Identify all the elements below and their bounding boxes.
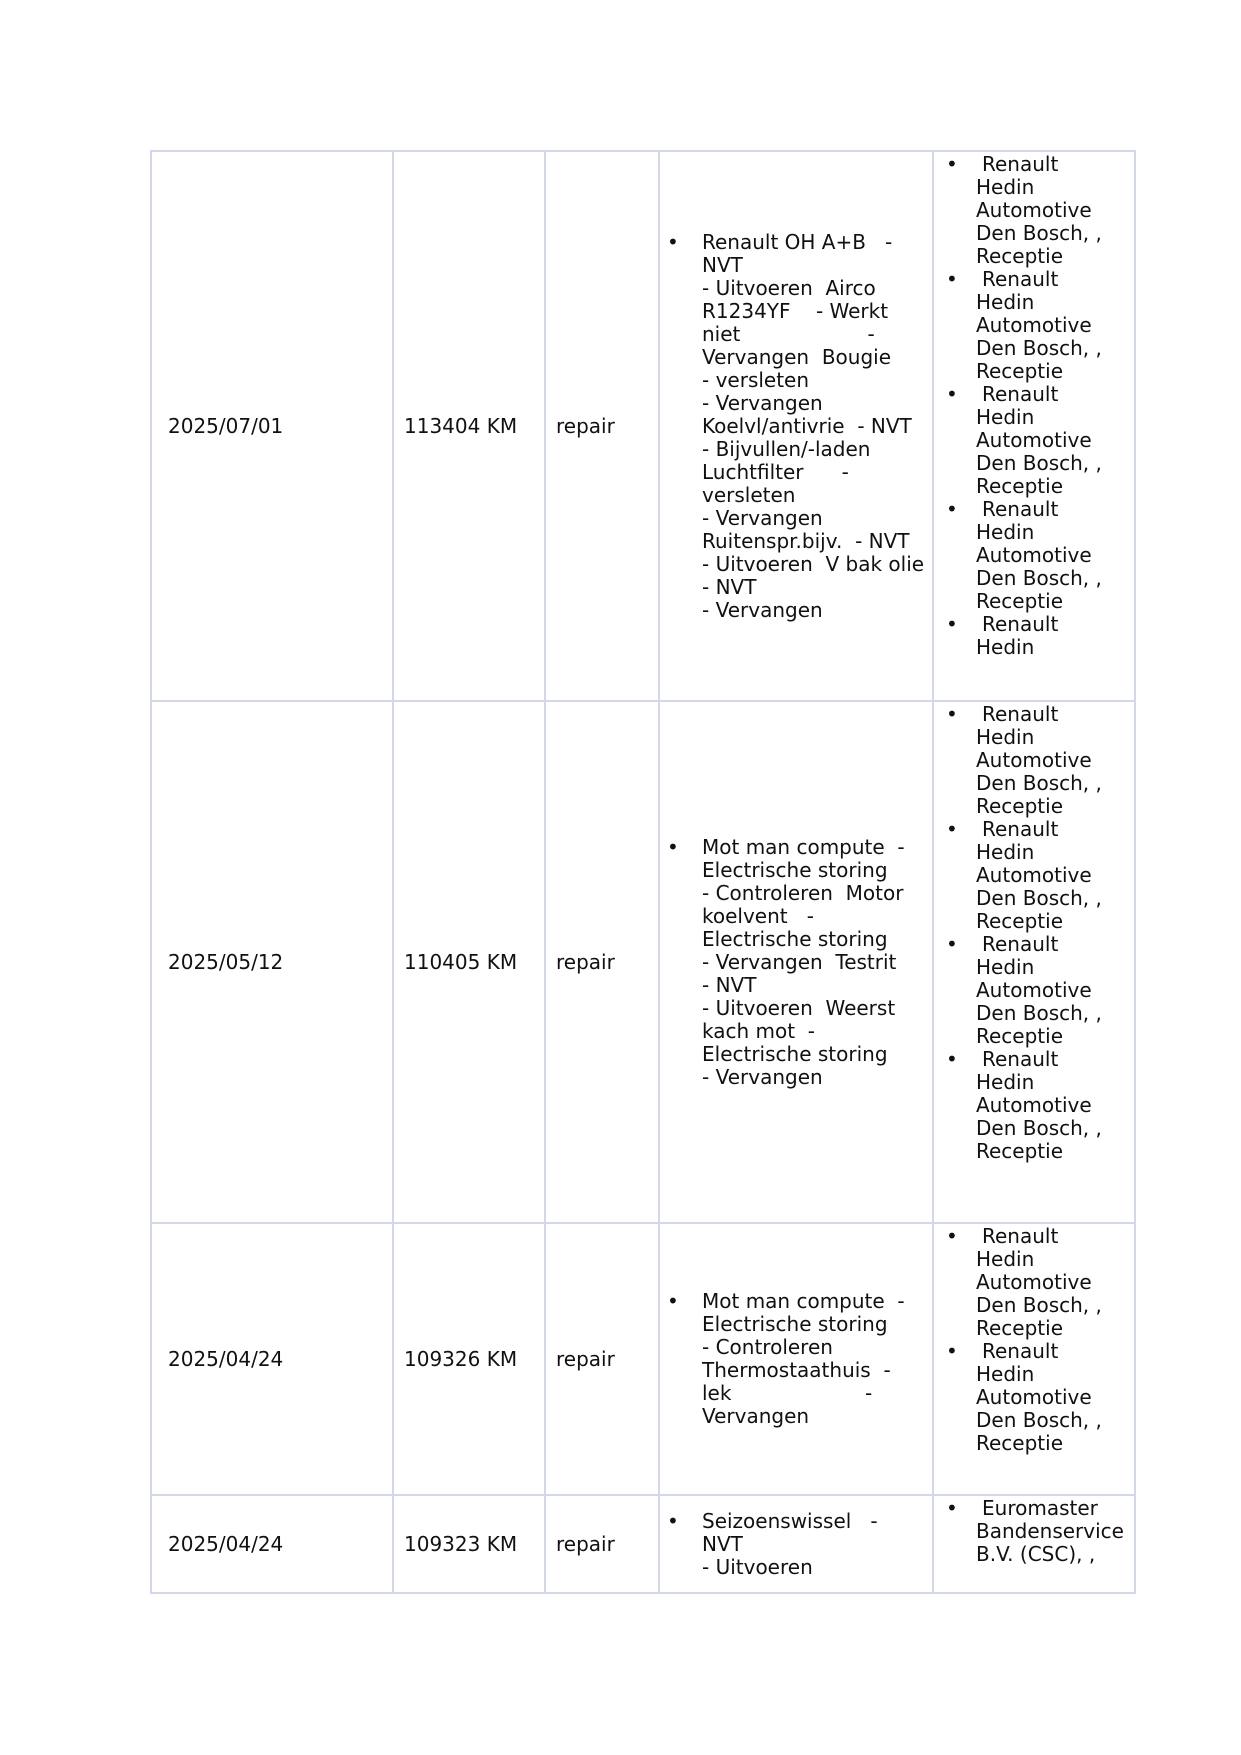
description-line: R1234YF - Werkt — [702, 298, 889, 323]
bullet-icon: • — [667, 834, 679, 859]
description-line: Electrische storing — [702, 857, 888, 882]
bullet-icon: • — [946, 703, 958, 726]
maintenance-history-table — [150, 150, 1136, 1594]
garage-line: Den Bosch, , — [976, 1408, 1102, 1432]
garage-item — [934, 498, 1134, 613]
type-cell: repair — [545, 151, 659, 701]
garage-line: Den Bosch, , — [976, 1116, 1102, 1140]
description-item — [667, 229, 932, 622]
mileage-cell: 109326 KM — [393, 1223, 545, 1495]
bullet-icon: • — [946, 382, 958, 406]
garage-line: Hedin — [976, 290, 1035, 314]
garage-line: Renault — [982, 1339, 1059, 1363]
garage-line: Hedin — [976, 1362, 1035, 1386]
garage-line: Automotive — [976, 1385, 1092, 1409]
description-line: - Vervangen — [702, 505, 823, 530]
garage-item — [934, 1048, 1134, 1163]
description-line: lek - — [702, 1381, 873, 1405]
description-line: - versleten — [702, 367, 810, 392]
description-line: - Bijvullen/-laden — [702, 436, 871, 461]
garage-cell — [933, 701, 1135, 1223]
description-list — [660, 1290, 932, 1428]
bullet-icon: • — [946, 153, 958, 176]
garage-line: Den Bosch, , — [976, 451, 1102, 475]
description-cell — [659, 1223, 933, 1495]
garage-line: Automotive — [976, 543, 1092, 567]
description-line: - Vervangen — [702, 1064, 823, 1089]
garage-line: Hedin — [976, 955, 1035, 979]
garage-line: Automotive — [976, 313, 1092, 337]
description-line: NVT — [702, 252, 743, 277]
description-line: niet - — [702, 321, 875, 346]
description-list — [660, 836, 932, 1089]
garage-line: Renault — [982, 703, 1059, 726]
garage-line: Automotive — [976, 1093, 1092, 1117]
bullet-icon: • — [667, 229, 679, 254]
garage-item — [934, 1497, 1134, 1566]
garage-line: Receptie — [976, 359, 1064, 383]
bullet-icon: • — [946, 1497, 958, 1520]
garage-line: Automotive — [976, 863, 1092, 887]
description-item — [667, 1289, 932, 1428]
garage-line: Bandenservice — [976, 1519, 1124, 1543]
description-line: Seizoenswissel - — [702, 1508, 878, 1533]
description-cell — [659, 1495, 933, 1593]
garage-line: Den Bosch, , — [976, 1293, 1102, 1317]
description-line: - Uitvoeren Weerst — [702, 995, 896, 1020]
garage-line: Hedin — [976, 840, 1035, 864]
description-line: - NVT — [702, 972, 757, 997]
garage-line: Renault — [982, 817, 1059, 841]
garage-item — [934, 613, 1134, 659]
description-cell — [659, 701, 933, 1223]
garage-line: Receptie — [976, 794, 1064, 818]
garage-line: Den Bosch, , — [976, 886, 1102, 910]
garage-list-wrapper — [934, 153, 1134, 699]
garage-line: Hedin — [976, 175, 1035, 199]
garage-item — [934, 268, 1134, 383]
bullet-icon: • — [946, 612, 958, 636]
garage-line: Renault — [982, 1225, 1059, 1248]
garage-line: Renault — [982, 267, 1059, 291]
garage-item — [934, 933, 1134, 1048]
garage-list — [934, 153, 1134, 659]
bullet-icon: • — [946, 932, 958, 956]
date-cell: 2025/05/12 — [151, 701, 393, 1223]
garage-line: Automotive — [976, 978, 1092, 1002]
garage-list-wrapper — [934, 703, 1134, 1221]
description-line: Mot man compute - — [702, 1289, 905, 1313]
garage-line: Hedin — [976, 1247, 1035, 1271]
description-line: Electrische storing — [702, 1312, 888, 1336]
description-line: Thermostaathuis - — [702, 1358, 891, 1382]
garage-line: Hedin — [976, 405, 1035, 429]
garage-item — [934, 153, 1134, 268]
garage-line: B.V. (CSC), , — [976, 1542, 1096, 1566]
description-line: - Vervangen — [702, 597, 823, 622]
garage-line: Receptie — [976, 1316, 1064, 1340]
garage-line: Den Bosch, , — [976, 1001, 1102, 1025]
bullet-icon: • — [667, 1289, 679, 1313]
garage-cell — [933, 151, 1135, 701]
table-row — [151, 1223, 1135, 1495]
garage-line: Euromaster — [982, 1497, 1098, 1520]
description-line: Electrische storing — [702, 926, 888, 951]
garage-line: Den Bosch, , — [976, 336, 1102, 360]
description-line: Vervangen — [702, 1404, 810, 1428]
description-line: Luchtfilter - — [702, 459, 849, 484]
garage-line: Receptie — [976, 1024, 1064, 1048]
bullet-icon: • — [946, 817, 958, 841]
garage-line: Automotive — [976, 428, 1092, 452]
description-line: kach mot - — [702, 1018, 816, 1043]
garage-line: Hedin — [976, 1070, 1035, 1094]
garage-line: Automotive — [976, 748, 1092, 772]
garage-line: Den Bosch, , — [976, 771, 1102, 795]
description-line: - Vervangen — [702, 390, 823, 415]
garage-line: Receptie — [976, 909, 1064, 933]
table-row — [151, 1495, 1135, 1593]
garage-item — [934, 383, 1134, 498]
bullet-icon: • — [667, 1508, 679, 1533]
description-line: - Uitvoeren Airco — [702, 275, 876, 300]
garage-line: Den Bosch, , — [976, 566, 1102, 590]
garage-item — [934, 1225, 1134, 1340]
description-line: Koelvl/antivrie - NVT — [702, 413, 912, 438]
description-line: - Uitvoeren — [702, 1554, 813, 1579]
garage-item — [934, 1340, 1134, 1455]
garage-line: Renault — [982, 612, 1059, 636]
garage-item — [934, 703, 1134, 818]
description-line: NVT — [702, 1531, 743, 1556]
garage-list — [934, 1225, 1134, 1455]
garage-line: Receptie — [976, 1139, 1064, 1163]
mileage-cell: 110405 KM — [393, 701, 545, 1223]
type-cell: repair — [545, 1495, 659, 1593]
description-line: Ruitenspr.bijv. - NVT — [702, 528, 910, 553]
garage-cell — [933, 1223, 1135, 1495]
garage-list — [934, 1497, 1134, 1566]
garage-line: Renault — [982, 1047, 1059, 1071]
date-cell: 2025/07/01 — [151, 151, 393, 701]
description-line: - Controleren Motor — [702, 880, 904, 905]
garage-line: Hedin — [976, 520, 1035, 544]
description-line: Vervangen Bougie — [702, 344, 892, 369]
garage-line: Automotive — [976, 198, 1092, 222]
type-cell: repair — [545, 1223, 659, 1495]
garage-line: Receptie — [976, 589, 1064, 613]
description-line: Renault OH A+B - — [702, 229, 893, 254]
garage-line: Renault — [982, 932, 1059, 956]
description-line: Electrische storing — [702, 1041, 888, 1066]
garage-line: Hedin — [976, 725, 1035, 749]
bullet-icon: • — [946, 497, 958, 521]
description-item — [667, 1508, 932, 1579]
garage-item — [934, 818, 1134, 933]
description-line: Mot man compute - — [702, 834, 905, 859]
garage-line: Hedin — [976, 635, 1035, 659]
table-row — [151, 151, 1135, 701]
garage-line: Renault — [982, 382, 1059, 406]
garage-list-wrapper — [934, 1497, 1134, 1591]
garage-cell — [933, 1495, 1135, 1593]
garage-list — [934, 703, 1134, 1163]
table-row — [151, 701, 1135, 1223]
garage-list-wrapper — [934, 1225, 1134, 1493]
bullet-icon: • — [946, 1047, 958, 1071]
garage-line: Renault — [982, 497, 1059, 521]
bullet-icon: • — [946, 267, 958, 291]
garage-line: Den Bosch, , — [976, 221, 1102, 245]
bullet-icon: • — [946, 1339, 958, 1363]
bullet-icon: • — [946, 1225, 958, 1248]
description-cell — [659, 151, 933, 701]
mileage-cell: 109323 KM — [393, 1495, 545, 1593]
description-line: - NVT — [702, 574, 757, 599]
garage-line: Receptie — [976, 244, 1064, 268]
description-line: - Vervangen Testrit — [702, 949, 897, 974]
description-line: koelvent - — [702, 903, 814, 928]
garage-line: Renault — [982, 153, 1059, 176]
garage-line: Receptie — [976, 474, 1064, 498]
description-item — [667, 834, 932, 1089]
date-cell: 2025/04/24 — [151, 1223, 393, 1495]
description-line: - Uitvoeren V bak olie — [702, 551, 925, 576]
description-line: - Controleren — [702, 1335, 833, 1359]
garage-line: Receptie — [976, 1431, 1064, 1455]
description-list — [660, 1510, 932, 1579]
description-list — [660, 231, 932, 622]
date-cell: 2025/04/24 — [151, 1495, 393, 1593]
mileage-cell: 113404 KM — [393, 151, 545, 701]
garage-line: Automotive — [976, 1270, 1092, 1294]
description-line: versleten — [702, 482, 796, 507]
type-cell: repair — [545, 701, 659, 1223]
